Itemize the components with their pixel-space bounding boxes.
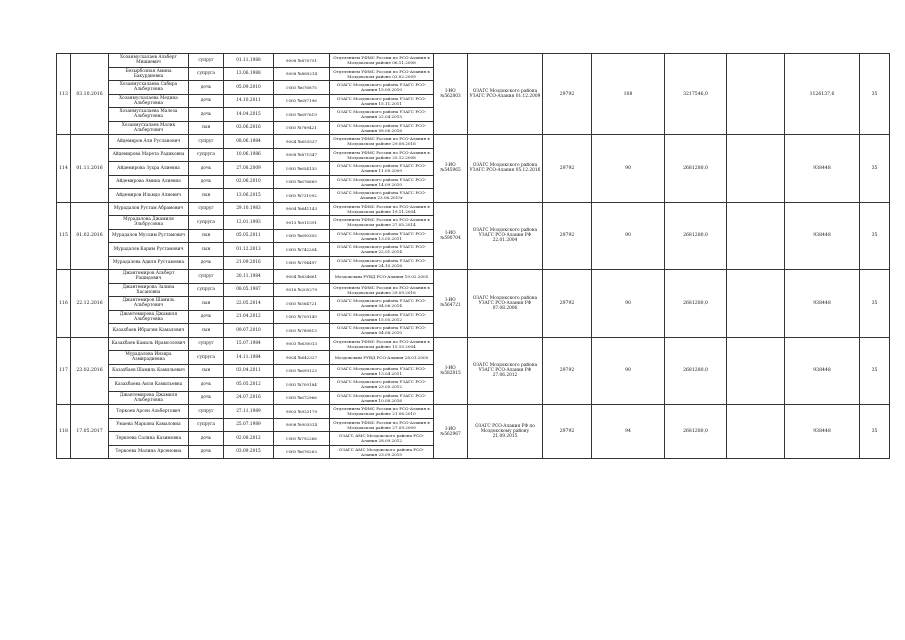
registry-office: ОЗАГС Моздокского района УЗАГС РСО-Алания РФ 22.01.2004 <box>468 202 543 270</box>
member-document-issuer: ОЗАГС Моздокского района УЗАГС РСО-Алания 23.06.2015г <box>330 189 434 203</box>
member-document: I-ИО №731092 <box>274 189 330 203</box>
member-birth-date: 13.06.2015 <box>224 189 274 203</box>
table-row <box>57 270 890 284</box>
registry-office: ОЗАГС Моздокского района УЗАГС РСО-Алания РФ 07.08.2006 <box>468 270 543 338</box>
member-document: 9016 №205279 <box>274 283 330 297</box>
member-role: дочь <box>189 175 224 189</box>
member-document-issuer: Отделением УФМС России по РСО-Алания в Моздокском районе 25.12.2008 <box>330 148 434 162</box>
member-birth-date: 29.10.1983 <box>224 202 274 216</box>
table-row <box>57 202 890 216</box>
member-name: Умаева Марьяна Камаловна <box>109 418 189 432</box>
member-birth-date: 10.06.1986 <box>224 148 274 162</box>
member-name: Мурадалов Муслим Рустамович <box>109 229 189 243</box>
member-role: сын <box>189 189 224 203</box>
member-birth-date: 22.05.2014 <box>224 297 274 311</box>
member-name: Казахбаева Аиля Камильевна <box>109 378 189 392</box>
member-document-issuer: ОЗАГС Моздокского района УЗАГС РСО-Алания 22.04.2015 <box>330 108 434 122</box>
member-birth-date: 27.08.2009 <box>224 162 274 176</box>
subsidy-amount: 938448 <box>785 202 860 270</box>
member-role: супруга <box>189 283 224 297</box>
housing-area: 94 <box>592 405 665 459</box>
member-name: Айдемиров Ильмдо Алиевич <box>109 189 189 203</box>
member-document-issuer: Отделением УФМС России по РСО-Алания в Моздокском районе 21.06.2010 <box>330 405 434 419</box>
member-document: I-ИО №709149 <box>274 310 330 324</box>
member-document: 9004 №634661 <box>274 270 330 284</box>
member-document: I-ИО №672966 <box>274 391 330 405</box>
empty-cell <box>727 405 785 459</box>
member-role: сын <box>189 229 224 243</box>
application-date: 01.02.2016 <box>71 202 109 270</box>
member-document: I-ИО №676669 <box>274 175 330 189</box>
member-name: Хозанмусхалаева Малеза Альбертовна <box>109 108 189 122</box>
member-document-issuer: ОЗАГС Моздокского района УЗАГС РСО-Алания 15.05.2012 <box>330 310 434 324</box>
member-birth-date: 24.07.2016 <box>224 391 274 405</box>
member-birth-date: 25.07.1989 <box>224 418 274 432</box>
housing-area: 108 <box>592 54 665 135</box>
subsidy-percent: 35 <box>860 135 890 203</box>
member-document-issuer: ОЗАГС Моздокского района УЗАГС РСО-Алания 14.09.2010 <box>330 175 434 189</box>
member-document-issuer: ОЗАГС Моздокского района УЗАГС РСО-Алания 15.09.2010 <box>330 81 434 95</box>
housing-area: 90 <box>592 135 665 203</box>
norm-cost: 29792 <box>543 54 592 135</box>
estimated-cost: 3217546,0 <box>665 54 727 135</box>
member-birth-date: 03.04.2011 <box>224 364 274 378</box>
member-document: 9004 №642327 <box>274 351 330 365</box>
member-document: I-ИО №697196 <box>274 94 330 108</box>
subsidy-amount: 1126137,6 <box>785 54 860 135</box>
member-document: 9004 №653537 <box>274 135 330 149</box>
member-name: Джантемирова Джамиля Альбертовна <box>109 391 189 405</box>
member-role: супруг <box>189 54 224 68</box>
member-birth-date: 08.05.1987 <box>224 283 274 297</box>
member-document-issuer: ОЗАГС АМС Моздокского района РСО-Алания 28.09.2012 <box>330 432 434 446</box>
subsidy-amount: 938448 <box>785 270 860 338</box>
member-role: дочь <box>189 310 224 324</box>
member-document-issuer: Моздокским РУВД РСО-Алания 28.01.2005 <box>330 351 434 365</box>
registry-office: ОЗАГС Моздокского района УЗАГС РСО-Алания 05.12.2016 <box>468 135 543 203</box>
member-document: 9004 №641143 <box>274 202 330 216</box>
member-name: Айдемиров Али Русланович <box>109 135 189 149</box>
member-name: Джантемирова Джамиля Альбертовна <box>109 310 189 324</box>
member-name: Хозанмусхалаева Медина Альбертовна <box>109 94 189 108</box>
member-name: Мурадалова Адиля Рустамовна <box>109 256 189 270</box>
member-role: супруга <box>189 148 224 162</box>
registry-table <box>56 53 890 459</box>
member-name: Мурадалов Рустам Абрамович <box>109 202 189 216</box>
empty-cell <box>727 202 785 270</box>
member-birth-date: 01.12.2013 <box>224 243 274 257</box>
estimated-cost: 2681280,0 <box>665 337 727 405</box>
member-birth-date: 13.06.1988 <box>224 67 274 81</box>
member-document: 9008 №889214 <box>274 67 330 81</box>
norm-cost: 29792 <box>543 135 592 203</box>
norm-cost: 29792 <box>543 270 592 338</box>
member-role: дочь <box>189 162 224 176</box>
member-role: супруга <box>189 216 224 230</box>
member-name: Теркоев Арсен Альбертович <box>109 405 189 419</box>
subsidy-amount: 938448 <box>785 135 860 203</box>
member-document-issuer: ОЗАГС Моздокского района УЗАГС РСО-Алания 04.06.2014 <box>330 297 434 311</box>
member-birth-date: 05.09.2010 <box>224 81 274 95</box>
member-birth-date: 05.05.2011 <box>224 229 274 243</box>
member-name: Хозанмусхалаев Малик Альбертович <box>109 121 189 135</box>
member-document: I-ИО №789813 <box>274 324 330 338</box>
empty-cell <box>727 135 785 203</box>
member-birth-date: 01.11.1988 <box>224 54 274 68</box>
member-role: дочь <box>189 432 224 446</box>
member-document-issuer: Отделением УФМС России по РСО-Алания в Моздокском районе 27.05.2014 <box>330 216 434 230</box>
member-document: I-ИО №709184 <box>274 378 330 392</box>
member-role: супруга <box>189 418 224 432</box>
member-birth-date: 03.06.2016 <box>224 121 274 135</box>
member-role: сын <box>189 324 224 338</box>
family-number: 114 <box>57 135 71 203</box>
member-document: I-ИО №697619 <box>274 108 330 122</box>
member-role: сын <box>189 297 224 311</box>
member-document: I-ИО №699123 <box>274 364 330 378</box>
member-document-issuer: Отделением УФМС России по РСО-Алания в Моздокском районе 29.08.2016 <box>330 135 434 149</box>
member-role: дочь <box>189 81 224 95</box>
member-document-issuer: ОЗАГС Моздокского района УЗАГС РСО-Алания 15.11.2011 <box>330 94 434 108</box>
marriage-certificate: I-ИО №564721 <box>434 270 468 338</box>
application-date: 17.05.2017 <box>71 405 109 459</box>
member-name: Казахбаев Ибрагим Камалович <box>109 324 189 338</box>
registry-office: ОЗАГС РСО-Алания РФ по Моздокскому району 21.09.2015 <box>468 405 543 459</box>
subsidy-percent: 35 <box>860 270 890 338</box>
member-role: дочь <box>189 445 224 459</box>
member-name: Джантемиров Шамиль Альбертович <box>109 297 189 311</box>
table-row <box>57 337 890 351</box>
member-document: 9008 №871547 <box>274 148 330 162</box>
member-birth-date: 14.04.2015 <box>224 108 274 122</box>
member-role: дочь <box>189 391 224 405</box>
member-document-issuer: ОЗАГС Моздокского района УЗАГС РСО-Алания 13.04.2011 <box>330 364 434 378</box>
application-date: 22.12.2016 <box>71 270 109 338</box>
member-document: I-ИО №564721 <box>274 297 330 311</box>
table-row <box>57 54 890 68</box>
member-name: Казахбаев Камаль Ирамсолович <box>109 337 189 351</box>
member-role: дочь <box>189 378 224 392</box>
member-role: дочь <box>189 94 224 108</box>
member-document: I-ИО №789421 <box>274 121 330 135</box>
member-name: Айдемирова Марета Радиковна <box>109 148 189 162</box>
member-document-issuer: Отделением УФМС России по РСО-Алания в Моздокском районе 15.10.2004 <box>330 337 434 351</box>
document-page <box>56 53 878 583</box>
member-name: Джантемиров Альберт Рашидович <box>109 270 189 284</box>
family-number: 117 <box>57 337 71 405</box>
member-document-issuer: ОЗАГС Моздокского района УЗАГС РСО-Алания 10.08.2016 <box>330 391 434 405</box>
member-role: супруг <box>189 405 224 419</box>
member-document: 9008 №903514 <box>274 418 330 432</box>
empty-cell <box>727 54 785 135</box>
member-document-issuer: ОЗАГС Моздокского района УЗАГС РСО-Алания 23.05.2012 <box>330 378 434 392</box>
member-document: 9008 №870751 <box>274 54 330 68</box>
registry-office: ОЗАГС Моздокского района УЗАГС РСО-Алания 01.12.2009 <box>468 54 543 135</box>
member-document-issuer: Отделением УФМС России по РСО-Алания в Моздокском районе 02.02.2009 <box>330 67 434 81</box>
member-role: дочь <box>189 256 224 270</box>
member-role: супруг <box>189 202 224 216</box>
norm-cost: 29792 <box>543 202 592 270</box>
member-birth-date: 02.08.2012 <box>224 432 274 446</box>
member-name: Айдемирова Амина Алиевна <box>109 175 189 189</box>
table-row <box>57 135 890 149</box>
member-name: Джантемирова Залина Хасановна <box>109 283 189 297</box>
subsidy-amount: 938448 <box>785 405 860 459</box>
member-role: сын <box>189 364 224 378</box>
table-row <box>57 405 890 419</box>
member-birth-date: 12.01.1993 <box>224 216 274 230</box>
subsidy-percent: 35 <box>860 405 890 459</box>
member-birth-date: 05.05.2012 <box>224 378 274 392</box>
member-document-issuer: Моздокским РУВД РСО-Алания 19.02.2005 <box>330 270 434 284</box>
member-document-issuer: ОЗАГС Моздокского района УЗАГС РСО-Алания 08.06.2016 <box>330 121 434 135</box>
member-document-issuer: Отделением УФМС России по РСО-Алания в Моздокском районе 29.09.2016 <box>330 283 434 297</box>
member-birth-date: 21.09.2016 <box>224 256 274 270</box>
family-number: 115 <box>57 202 71 270</box>
marriage-certificate: I-ИО №562967 <box>434 405 468 459</box>
member-document: 9003 №630013 <box>274 337 330 351</box>
application-date: 01.11.2016 <box>71 135 109 203</box>
member-role: дочь <box>189 108 224 122</box>
member-name: Хозанмусхалаев Альберт Мишиевич <box>109 54 189 68</box>
member-role: супруг <box>189 270 224 284</box>
member-document-issuer: Отделением УФМС России по РСО-Алания в Моздокском районе 27.09.2009 <box>330 418 434 432</box>
member-role: сын <box>189 121 224 135</box>
member-document: I-ИО №690305 <box>274 229 330 243</box>
member-birth-date: 21.04.2012 <box>224 310 274 324</box>
estimated-cost: 2681280,0 <box>665 405 727 459</box>
family-number: 116 <box>57 270 71 338</box>
member-document-issuer: ОЗАГС Моздокского района УЗАГС РСО-Алания 11.09.2009 <box>330 162 434 176</box>
member-birth-date: 08.06.1984 <box>224 135 274 149</box>
subsidy-percent: 35 <box>860 54 890 135</box>
member-name: Мурадалова Джамиля Эльбрусовна <box>109 216 189 230</box>
subsidy-percent: 35 <box>860 337 890 405</box>
member-document-issuer: Отделением УФМС России по РСО-Алания в Моздокском районе 19.11.2004 <box>330 202 434 216</box>
estimated-cost: 2681280,0 <box>665 202 727 270</box>
member-birth-date: 14.11.1984 <box>224 351 274 365</box>
member-birth-date: 03.09.2015 <box>224 445 274 459</box>
member-role: супруг <box>189 337 224 351</box>
norm-cost: 29792 <box>543 405 592 459</box>
member-birth-date: 02.06.2010 <box>224 175 274 189</box>
member-name: Айдемирова Зухра Алиевна <box>109 162 189 176</box>
member-role: супруга <box>189 67 224 81</box>
member-role: супруга <box>189 351 224 365</box>
housing-area: 90 <box>592 270 665 338</box>
application-date: 23.02.2016 <box>71 337 109 405</box>
member-document: I-ИО №676263 <box>274 445 330 459</box>
member-document-issuer: ОЗАГС Моздокского района УЗАГС РСО-Алания 13.05.2011 <box>330 229 434 243</box>
family-number: 113 <box>57 54 71 135</box>
housing-area: 90 <box>592 337 665 405</box>
estimated-cost: 2681280,0 <box>665 135 727 203</box>
marriage-certificate: I-ИО №582815 <box>434 337 468 405</box>
member-birth-date: 14.10.2011 <box>224 94 274 108</box>
member-birth-date: 20.11.1984 <box>224 270 274 284</box>
member-document-issuer: ОЗАГС Моздокского района УЗАГС РСО-Алания 22.01.2014 <box>330 243 434 257</box>
member-document: 9003 №923179 <box>274 405 330 419</box>
member-name: Теркоева Малина Арсеновна <box>109 445 189 459</box>
member-document: I-ИО №794497 <box>274 256 330 270</box>
estimated-cost: 2681280,0 <box>665 270 727 338</box>
member-name: Мурадалова Инзира Азмирадиевна <box>109 351 189 365</box>
member-birth-date: 27.11.1989 <box>224 405 274 419</box>
subsidy-percent: 35 <box>860 202 890 270</box>
member-name: Хозанмусхалаева Сабира Альбертовна <box>109 81 189 95</box>
norm-cost: 29792 <box>543 337 592 405</box>
member-document-issuer: ОЗАГС Моздокского района УЗАГС РСО-Алания 04.08.2010 <box>330 324 434 338</box>
member-name: Теркоева Салина Казимовна <box>109 432 189 446</box>
housing-area: 90 <box>592 202 665 270</box>
member-document: I-ИО №792266 <box>274 432 330 446</box>
empty-cell <box>727 337 785 405</box>
member-document-issuer: Отделением УФМС России по РСО-Алания в Моздокском районе 06.11.2008 <box>330 54 434 68</box>
empty-cell <box>727 270 785 338</box>
member-document: I-ИО №676875 <box>274 81 330 95</box>
member-name: Мурадалов Карим Рустамович <box>109 243 189 257</box>
family-number: 118 <box>57 405 71 459</box>
subsidy-amount: 938448 <box>785 337 860 405</box>
member-role: супруг <box>189 135 224 149</box>
marriage-certificate: I-ИО №545965 <box>434 135 468 203</box>
member-name: Безырбозная Аминa Бакурдиевна <box>109 67 189 81</box>
member-document-issuer: ОЗАГС АМС Моздокского района РСО-Алания 23.09.2015 <box>330 445 434 459</box>
member-role: сын <box>189 243 224 257</box>
member-document: I-ИО №654135 <box>274 162 330 176</box>
member-birth-date: 15.07.1984 <box>224 337 274 351</box>
member-document: I-ИО №742204 <box>274 243 330 257</box>
marriage-certificate: I-ИО №590704 <box>434 202 468 270</box>
application-date: 03.10.2016 <box>71 54 109 135</box>
registry-office: ОЗАГС Моздокского района УЗАГС РСО-Алания РФ 27.06.2012 <box>468 337 543 405</box>
member-document-issuer: ОЗАГС Моздокского района УЗАГС РСО-Алания 24.10.2016 <box>330 256 434 270</box>
member-document: 9013 №011591 <box>274 216 330 230</box>
member-birth-date: 09.07.2010 <box>224 324 274 338</box>
member-name: Казахбаев Шамиль Камильевич <box>109 364 189 378</box>
marriage-certificate: I-ИО №562803 <box>434 54 468 135</box>
